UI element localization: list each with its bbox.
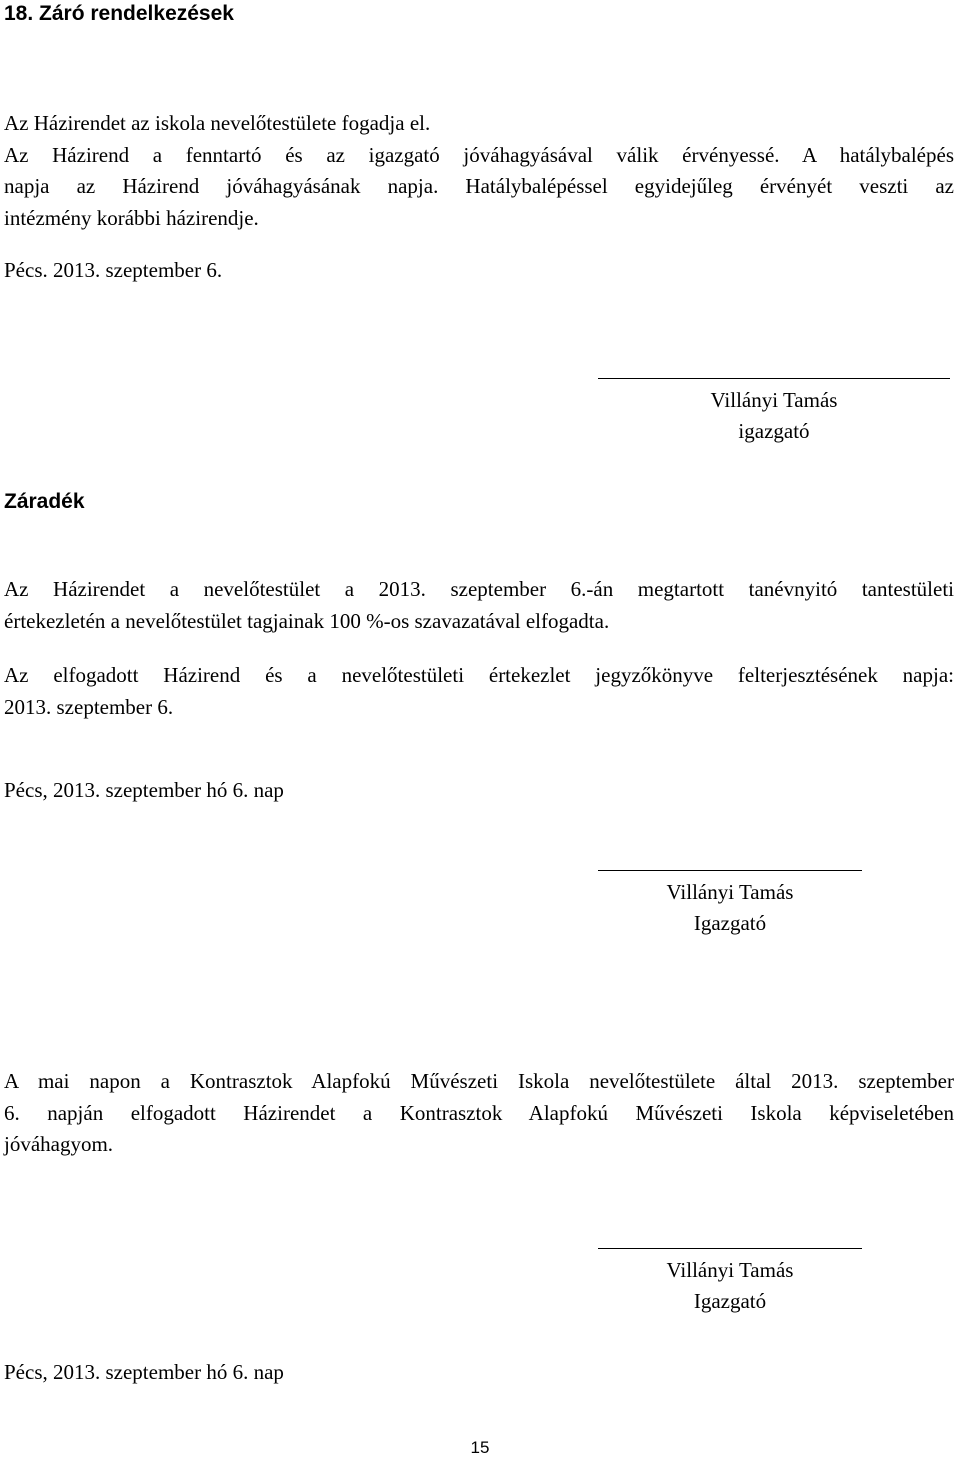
approval-line-3: jóváhagyom.	[4, 1132, 114, 1156]
closing-line-2: Az Házirend a fenntartó és az igazgató jóváhagyásával válik érvényessé. A hatálybalépés	[4, 142, 954, 167]
signature-line	[598, 378, 950, 379]
signature-block-3	[598, 1248, 862, 1317]
closing-line-3: napja az Házirend jóváhagyásának napja. Hatálybalépéssel egyidejűleg érvényét veszti az	[4, 174, 954, 198]
signature-line	[598, 1248, 862, 1249]
signatory-name: Villányi Tamás	[710, 388, 838, 412]
signatory-role: Igazgató	[693, 1289, 767, 1313]
closing-line-4: intézmény korábbi házirendje.	[4, 205, 259, 230]
clause-paragraph-1	[4, 574, 954, 637]
date-line-1: Pécs. 2013. szeptember 6.	[4, 258, 223, 282]
clause-1-line-2: értekezletén a nevelőtestület tagjainak 100 %-os szavazatával elfogadta.	[4, 608, 610, 633]
signatory-name: Villányi Tamás	[666, 1258, 794, 1282]
signatory-role: Igazgató	[693, 911, 767, 935]
clause-1-line-1: Az Házirendet a nevelőtestület a 2013. szeptember 6.-án megtartott tanévnyitó tantestületi	[4, 577, 954, 601]
clause-2-line-1: Az elfogadott Házirend és a nevelőtestületi értekezlet jegyzőkönyve felterjesztésének napja:	[4, 663, 954, 687]
signature-block-2	[598, 870, 862, 939]
approval-paragraph	[4, 1066, 954, 1161]
clause-2-line-2: 2013. szeptember 6.	[4, 694, 174, 719]
page-number: 15	[470, 1438, 490, 1457]
signature-block-1	[598, 378, 950, 447]
closing-paragraph	[4, 108, 954, 234]
signatory-role: igazgató	[738, 419, 810, 443]
clause-paragraph-2	[4, 660, 954, 723]
approval-line-1: A mai napon a Kontrasztok Alapfokú Művészeti Iskola nevelőtestülete által 2013. szeptember	[4, 1069, 954, 1093]
clause-title: Záradék	[4, 490, 85, 513]
closing-line-1: Az Házirendet az iskola nevelőtestülete fogadja el.	[4, 111, 431, 135]
signatory-name: Villányi Tamás	[666, 880, 794, 904]
section-title: 18. Záró rendelkezések	[4, 2, 234, 25]
date-line-2: Pécs, 2013. szeptember hó 6. nap	[4, 778, 284, 802]
date-line-3: Pécs, 2013. szeptember hó 6. nap	[4, 1360, 284, 1384]
approval-line-2: 6. napján elfogadott Házirendet a Kontrasztok Alapfokú Művészeti Iskola képviseletében	[4, 1100, 954, 1125]
signature-line	[598, 870, 862, 871]
